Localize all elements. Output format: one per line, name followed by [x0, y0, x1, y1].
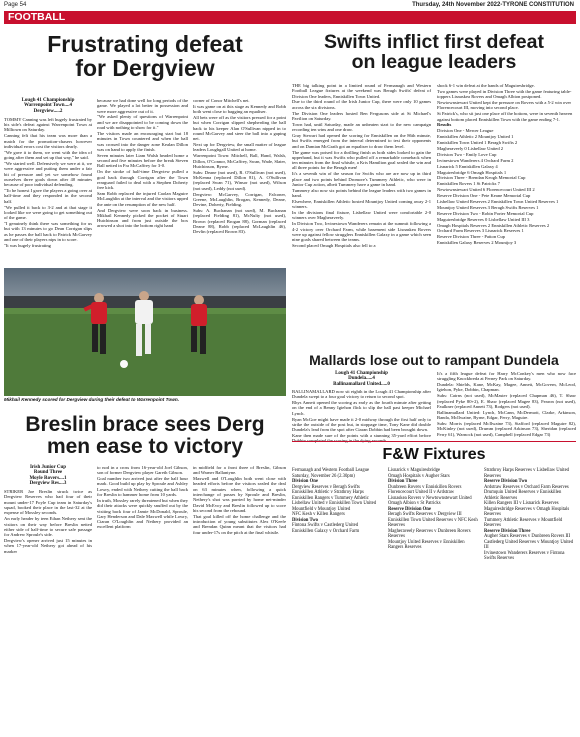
story4-headline-line2: men ease to victory: [46, 435, 244, 459]
story1-result: Lough 41 Championship Warrenpoint Town....4 Dergview.....2: [21, 98, 75, 114]
story4-col3: in midfield for a front three of Breslin, Gibson and Warner Ballantyne. Maxwell and O'Loughlin both went close with headed efforts before the visitors sealed the deal on 63 minutes when, following a quick interchange of passes by Sproule and Breslin, Nethery's shot was parried by home net-minder David McEvoy and Breslin followed up to score his second from the rebound. That goal killed off the home challenge and the introduction of young substitutes Alex O'Keefe and Brendan Quinn meant that the visitors had four under-17s on the pitch at the final whistle.: [193, 465, 286, 535]
story2-col2: shock 6-1 win defeat at the hands of Maguiresbridge. Two games were played in Division Three with the game featuring table-toppers Lisnaskea Rovers and Omagh Albion postponed. Newtownstewart United kept the pressure on Rovers with a 5-2 win over Florencecourt III, moving into second place. St Patrick's, who sit just one place off the bottom, were in seventh heaven against bottom placed Enniskillen Town with the game ending 7-1. Results Division One - Mercer League Enniskillen Athletic 2 Mountjoy United 1 Enniskillen Town United 1 Beragh Swifts 2 Magheraveely 0 Lisbellaw United 2 Division Two - Emily Love Cup Irvinestown Wanderers 4 Orchard Farm 2 Lisnarick 5 Enniskillen Galaxy 4 Maguiresbridge 6 Omagh Hospitals 1 Division Three - Brendan Keogh Memorial Cup Enniskillen Rovers 1 St Patricks 7 Newtownstewart United 6 Florencecourt United III 2 Reserve Division One - Pete Keane Memorial Cup Lisbellaw United Reserves 2 Enniskillen Town United Reserves 1 Mountjoy United Reserves 3 Beragh Swifts Reserves 1 Reserve Division Two - Robin Porter Memorial Cup Maguiresbridge Reserves 0 Lisbellaw United III 3 Omagh Hospitals Reserves 2 Enniskillen Athletic Reserves 2 Orchard Farm Reserves 3 Lisnarick Reserves 1 Reserve Division Three - Patton Cup Enniskillen Galaxy Reserves 2 Mountjoy 3: [437, 83, 573, 246]
fixtures-top-rule: [292, 441, 576, 442]
issue-date: Thursday, 24th November 2022-TYRONE CONSTITUTION: [412, 2, 574, 8]
story4-headline: [4, 414, 286, 458]
story4-col1: Irish Junior Cup Round Three Moyle Rovers....1 Dergview Res....3 STRIKER Joe Breslin struck twice as Dergview Reserves who had four of their mount under-17 Foyle Cup team in Saturday's squad, booked their place in the last-32 at the expense of Mossley seconds. An early header by teen Ethan Nethery sent the visitors on their way before Breslin netted either side of half-time to secure safe passage for Andrew Sproule's side. Dergview's opener arrived just 15 minutes in when 17-year-old Nethery got ahead of his marker: [4, 465, 92, 554]
story4-result: Irish Junior Cup Round Three Moyle Rovers....1 Dergview Res....3: [29, 465, 67, 486]
story3-headline: Mallards lose out to rampant Dundela: [309, 352, 559, 368]
story2-headline-line2: on league leaders: [351, 51, 517, 74]
story1-headline: [4, 32, 286, 80]
story1-headline-line2: for Dergview: [75, 55, 215, 82]
fixtures-col3: Strathroy Harps Reserves v Lisbellaw United Reserves Reserve Division Two Ardstraw Reserves v Orchard Farm Reserves Drumquin United Reserves v Enniskillen Athletic Reserves Killen Rangers III v Lisnarick Reserves Maguiresbridge Reserves v Omagh Hospitals Reserves Tummery Athletic Reserves v Mountfield Reserves Reserve Division Three Augher Stars Reserves v Dunbreen Rovers III Castlederg United Reserves v Mountjoy United III Irvinestown Wanderers Reserves v Fintona Swifts Reserves: [484, 468, 574, 561]
fixtures-col2: Lisnarick v Maguiresbridge Omagh Hospitals v Augher Stars Division Three Dunbreen Rovers v Enniskillen Rovers Florencecourt United II v Ardstraw Lisnaskea Rovers v Newtownstewart United Omagh Albion v St Patricks Reserve Division One Beragh Swifts Reserves v Dergview III Enniskillen Town United Reserves v NFC Kesh Reserves Magheraveely Reserves v Dunbreen Rovers Reserves Mountjoy United Reserves v Enniskillen Rangers Reserves: [388, 468, 478, 550]
story1-col1: Lough 41 Championship Warrenpoint Town....4 Dergview.....2 TOMMY Canning was left hugely frustrated by his side's defeat against Warrenpoint Town at Milltown on Saturday. Canning felt that his team was more than a match for the promotion-chasers however individual errors cost the visitors dearly. "We gave it to them, we went with the idea of going after them and set up that way," he said. "We started well. Defensively we were at it, we were aggressive and putting them under a fair bit of pressure and yet we somehow found ourselves three goals down after 40 minutes because of poor individual defending. "To be honest I gave the players a going over at half-time and they responded in the second half. "We pulled it back to 3-2 and at that stage it looked like we were going to get something out of the game. "I genuinely think there was something for us but with 13 minutes to go Dean Corrigan slips as he passes the ball back to Patrick McGarvey and one of their players nips in to score. "It was hugely frustrating: [4, 98, 92, 248]
football: [120, 360, 128, 368]
story3-col2: It's a fifth league defeat for Harry McConkey's men who now face struggling Knockbreda at Ferney Park on Saturday. Dundela: Shields, Kane, McKay, Magee, Annett, McGovern, McLeod, Igiehon, Pyke, Dobbin, Chapman. Subs: Cairns (not used), McMaster (replaced Chapman 46), T. Shaw (replaced Pyke 80+2), E. Shaw (replaced Magee 83), Fearon (not used), Faulkner (replaced Annett 73), Rodgers (not used). Ballinamallard United: Lynch, McCann, McDermott, Clarke, Arkinson, Banda, McIlwaine, Byrne, Edgar, Ferry, Maguire. Subs: Morris (replaced McIlwaine 73), Stafford (replaced Maguire 82), McKinley (not used), Drumm (replaced Arkinson 73), Sheridan (replaced Ferry 61), Warnock (not used), Campbell (replaced Edgar 73): [437, 371, 576, 437]
story1-col2: because we had done well for long periods of the game. We played a lot better in possession and were more aggressive out of it. "We asked plenty of questions of Warrenpoint and we are disappointed to be coming down the road with nothing to show for it." The visitors made an encouraging start but 18 minutes in Town countered and when the ball was crossed into the danger zone Kealan Dillon was on hand to apply the finish. Seven minutes later Liam Walsh headed home a second and five minutes before the break Steven Ball netted in Fra McCaffrey for 3-0. On the stroke of half-time Dergview pulled a goal back through Corrigan after the Town rearguard failed to deal with a Stephen Doherty free kick. Sam Robb replaced the injured Caolan Maguire McLaughlin at the interval and the visitors upped the ante on the resumption of the new half. And Dergview were soon back in business. Mikhail Kennedy picked the pocket of Stuart Hutchinson and from just outside the box arrowed a shot into the bottom right hand: [97, 98, 188, 229]
football-match-photo: [4, 268, 286, 396]
story1-col3: corner of Conor Mitchell's net. It was game on at this stage as Kennedy and Robb both went close to bagging an equaliser. All bets were off as the visitors pressed for a point but when Corrigan slipped shepherding the ball back to his keeper Alan O'Sullivan nipped in to round McGarvey and steer the ball into a gaping net. Next up for Dergview, the small matter of league leaders Loughgall United at home. Warrenpoint Town: Mitchell, Ball, Hand, Walsh, Dillon, O'Connor, McCaffrey, Swan, Wade, Slater, Hutchinson, Byrne. Subs: Deane (not used), R. O'Sullivan (not used), McKenna (replaced Dillon 81), A. O'Sullivan (replaced Swan 71), Winsor (not used), Wilson (not used), Leddy (not used). Dergview: McGarvey, Corrigan, Falconer, Greene, McLaughlin, Brogan, Kennedy, Deane, Devine, Doherty, Fielding. Subs: A. Buchanan (not used), M. Buchanan (replaced Fielding 81), McNulty (not used), Brown (replaced Brogan 88), Gorman (replaced Deane 88), Robb (replaced McLaughlin 46), Devlin (replaced Brown 83).: [193, 98, 286, 235]
story4-col2: to nod in a cross from 16-year-old Joel Gibson, son of former Dergview player Gareth Gibson. Goal number two arrived just after the half hour mark. Good build up play by Sproule and Ashley Lowry, ended with Nethery cutting the ball back for Breslin to hammer home from 10 yards. In truth, Mossley rarely threatened but when they did their attacks were quickly snuffed out by the visiting back four of Jamie McDonald, Sproule, Gary Henderson and Dale Maxwell while Lowry, Ciaran O'Loughlin and Nethery provided an excellent platform: [97, 465, 188, 530]
story2-headline-line1: Swifts inflict first defeat: [324, 31, 544, 53]
story3-result: Lough 41 Championship Dundela.....4 Ballinamallard United.....0: [333, 371, 390, 387]
photo-illustration: [4, 268, 286, 396]
story4-headline-line1: Breslin brace sees Derg: [25, 413, 265, 436]
section-banner: FOOTBALL: [4, 11, 576, 24]
story3-col1: Lough 41 Championship Dundela.....4 Ballinamallard United.....0 BALLINAMALLARD now sit eighth in the Lough 41 Championship after Dundela swept to a four goal victory to return to second spot. Rhys Annett opened the scoring as early as the fourth minute after getting on the end of a Benny Igiehon flick to slip the ball past keeper Michael Lynch. Ryan McGoe might have made it 2-0 midway through the first half only to strike the outside of the post but, in stoppage time, Tony Kane did double Dundela's lead from the spot after Ciaran Dobbin had been brought down. Kane then made sure of the points with a stunning 35-yard effort before: [292, 371, 431, 439]
story2-col1: THE big talking point in a limited round of Fermanagh and Western Football League fixtures at the weekend was Beragh Swifts' defeat of Division One leaders, Enniskillen Town United. Due to the third round of the Irish Junior Cup, there were only 10 games across the six divisions. The Division One leaders hosted Ben Fergusons side at St Michael's Pavilion on Saturday. Town had, until Saturday, made an unbeaten start to the new campaign recording ten wins and one draw. Gray Stewart had opened the scoring for Enniskillen on the 86th minute, but Swifts emerged from the interval determined to test their opponents and on Damian McGrath got an equaliser to draw them level. The game was poised for a thrilling finish as both sides looked to gain the upperhand, but it was Swifts who pulled off a remarkable comeback when ten minutes from the final whistle, a Kris Hamilton goal sealed the win and all three points for the Beragh men! It's a seventh win of the season for Swifts who are are now up in third place and two points behind Dromore's Tummery Athletic, who were in Junior Cup action, albeit Tummery have a game in hand. Tummery also now six points behind the league leaders with two games in hand. Elsewhere, Enniskillen Athletic hosted Mountjoy United coming away 2-1 winners. In the divisions final fixture, Lisbellaw United were comfortable 2-0 winners over Magheraveely. In Division Two, Irvinestown Wanderers remain at the summit following a 4-2 victory over Orchard Farm, while basement side Lisnaskea Rovers were up against fellow strugglers Enniskillen Galaxy in a game which seen nine goals shared between the teams. Second placed Omagh Hospitals also fell to a: [292, 83, 431, 249]
fixtures-col1: Fermanagh and Western Football League Saturday, November 26 (2.30pm) Division One Dergview Reserves v Beragh Swifts Enniskillen Athletic v Strathroy Harps Enniskillen Rangers v Tummery Athletic Lisbellaw United v Enniskillen Town United Mountfield v Mountjoy United NFC Kesh v Killen Rangers Division Two Fintona Swifts v Castlederg United Enniskillen Galaxy v Orchard Farm: [292, 468, 377, 534]
page-number: Page 54: [4, 2, 27, 8]
story1-headline-line1: Frustrating defeat: [47, 31, 243, 57]
fixtures-title: F&W Fixtures: [382, 446, 486, 463]
story2-headline: [292, 32, 576, 73]
photo-caption: Mikhail Kennedy scored for Dergview during their defeat to Warrenpoint Town.: [4, 397, 180, 402]
